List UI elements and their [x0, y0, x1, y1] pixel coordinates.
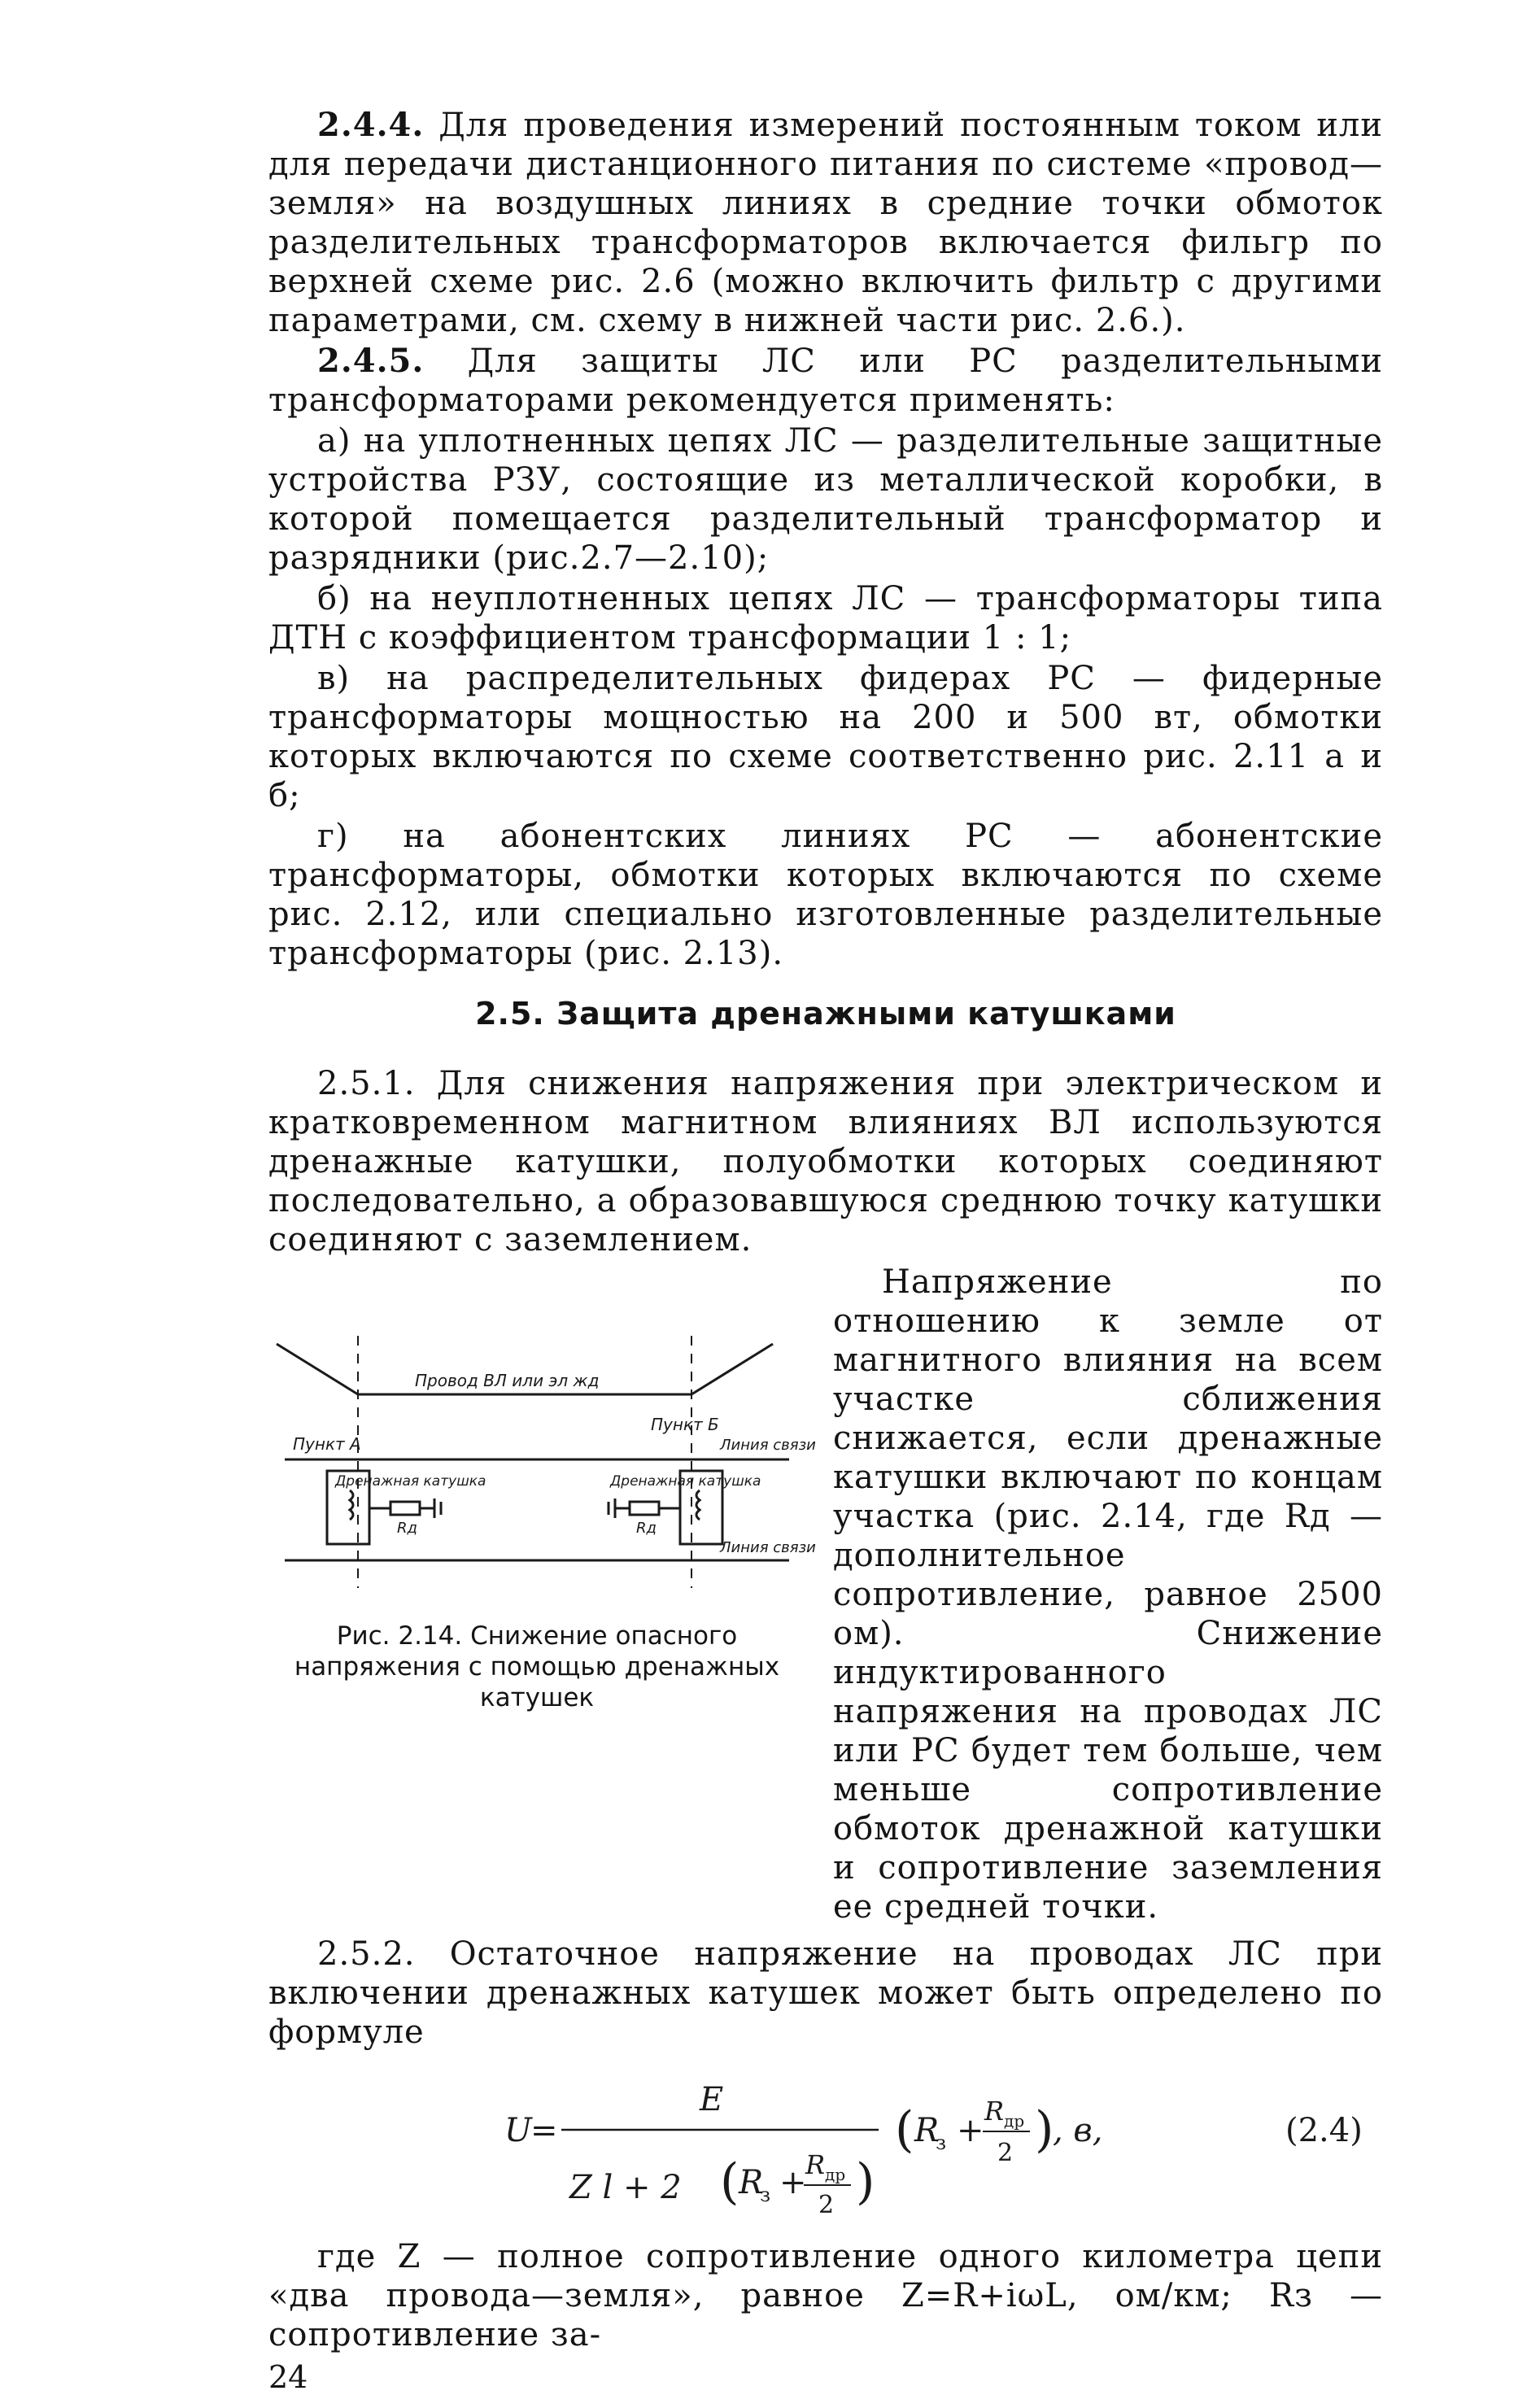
formula-denominator: Z l + 2: [569, 2169, 682, 2206]
document-page: [268, 106, 1383, 2395]
section-number: 2.4.4.: [317, 106, 425, 144]
point-b-label: Пункт Б: [651, 1415, 719, 1434]
drainage-coil-diagram: [268, 1328, 816, 1604]
formula-lhs: U: [504, 2112, 532, 2149]
line-label-upper: Линия связи: [720, 1437, 816, 1454]
paragraph-2-4-4: [268, 106, 1383, 340]
svg-text:з: з: [760, 2183, 771, 2206]
svg-text:(: (: [720, 2153, 739, 2210]
page-number: 24: [268, 2359, 308, 2395]
paragraph-2-4-5: [268, 342, 1383, 420]
section-number: 2.4.5.: [317, 342, 425, 380]
formula-numerator: E: [700, 2081, 724, 2118]
svg-text:2: 2: [818, 2191, 835, 2219]
svg-text:2: 2: [997, 2139, 1014, 2167]
svg-text:, в,: , в,: [1053, 2112, 1103, 2149]
line-label-lower: Линия связи: [720, 1539, 816, 1556]
svg-text:др: др: [825, 2165, 846, 2184]
svg-text:): ): [1035, 2101, 1054, 2158]
list-item-b: б) на неуплотненных цепях ЛС — трансформаторы типа ДТН с коэффициентом трансформации 1 : 1;: [268, 580, 1383, 657]
paragraph-side: Напряжение по отношению к земле от магнитного влияния на всем участке сближения снижается, если дренажные катушки включают по концам участка (рис. 2.14, где Rд — дополнительное сопротивление, равное 2500 ом). Снижение индуктированного напряжения на проводах ЛС или РС будет тем больше, чем меньше сопротивление обмоток дренажной катушки и сопротивление заземления ее средней точки.: [833, 1263, 1383, 1926]
coil-label-right: Дренажная катушка: [610, 1473, 761, 1490]
list-item-g: г) на абонентских линиях РС — абонентские трансформаторы, обмотки которых включаются по схеме рис. 2.12, или специально изготовленные разделительные трансформаторы (рис. 2.13).: [268, 818, 1383, 972]
svg-text:R: R: [984, 2096, 1005, 2127]
figure-and-text: [268, 1263, 1383, 1928]
paragraph-2-5-1: 2.5.1. Для снижения напряжения при электрическом и кратковременном магнитном влияниях ВЛ используются дренажные катушки, полуобмотки которых соединяют последовательно, а образовавшуюся среднюю точку катушки соединяют с заземлением.: [268, 1065, 1383, 1259]
resistor-label-left: Rд: [397, 1520, 417, 1537]
list-item-v: в) на распределительных фидерах РС — фидерные трансформаторы мощностью на 200 и 500 вт, обмотки которых включаются по схеме соответственно рис. 2.11 а и б;: [268, 660, 1383, 814]
equation-number: (2.4): [1285, 2112, 1363, 2149]
paragraph-text: Для защиты ЛС или РС разделительными трансформаторами рекомендуется применять:: [268, 342, 1383, 419]
list-item-a: а) на уплотненных цепях ЛС — разделительные защитные устройства РЗУ, состоящие из металлической коробки, в которой помещается разделительный трансформатор и разрядники (рис.2.7—2.10);: [268, 422, 1383, 577]
svg-text:з: з: [936, 2131, 947, 2154]
resistor-label-right: Rд: [636, 1520, 657, 1537]
paragraph-text: Для проведения измерений постоянным током или для передачи дистанционного питания по системе «провод—земля» на воздушных линиях в средние точки обмоток разделительных трансформаторов включается фильгр по верхней схеме рис. 2.6 (можно включить фильтр с другими параметрами, см. схему в нижней части рис. 2.6.).: [268, 107, 1383, 339]
paragraph-2-5-2: 2.5.2. Остаточное напряжение на проводах ЛС при включении дренажных катушек может быть определено по формуле: [268, 1935, 1383, 2051]
svg-text:=: =: [530, 2112, 558, 2149]
formula-svg: [268, 2060, 1383, 2231]
section-heading: 2.5. Защита дренажными катушками: [475, 996, 1176, 1032]
side-text: [833, 1263, 1383, 1928]
svg-text:+: +: [957, 2112, 984, 2149]
svg-text:+: +: [779, 2164, 807, 2201]
svg-text:др: др: [1004, 2111, 1025, 2131]
coil-label-left: Дренажная катушка: [335, 1473, 486, 1490]
point-a-label: Пункт А: [293, 1434, 361, 1454]
svg-text:R: R: [739, 2164, 764, 2201]
paragraph-where: где Z — полное сопротивление одного километра цепи «два провода—земля», равное Z=R+iωL, ом/км; Rз — сопротивление за-: [268, 2238, 1383, 2354]
formula-2-4: [268, 2060, 1383, 2231]
svg-text:(: (: [895, 2101, 914, 2158]
figure-2-14: [268, 1263, 816, 1928]
figure-caption: Рис. 2.14. Снижение опасного напряжения с помощью дренажных катушек: [294, 1621, 780, 1712]
svg-text:): ): [856, 2153, 875, 2210]
svg-text:R: R: [914, 2112, 940, 2149]
wire-label: Провод ВЛ или эл жд: [415, 1371, 600, 1390]
svg-text:R: R: [805, 2149, 826, 2180]
